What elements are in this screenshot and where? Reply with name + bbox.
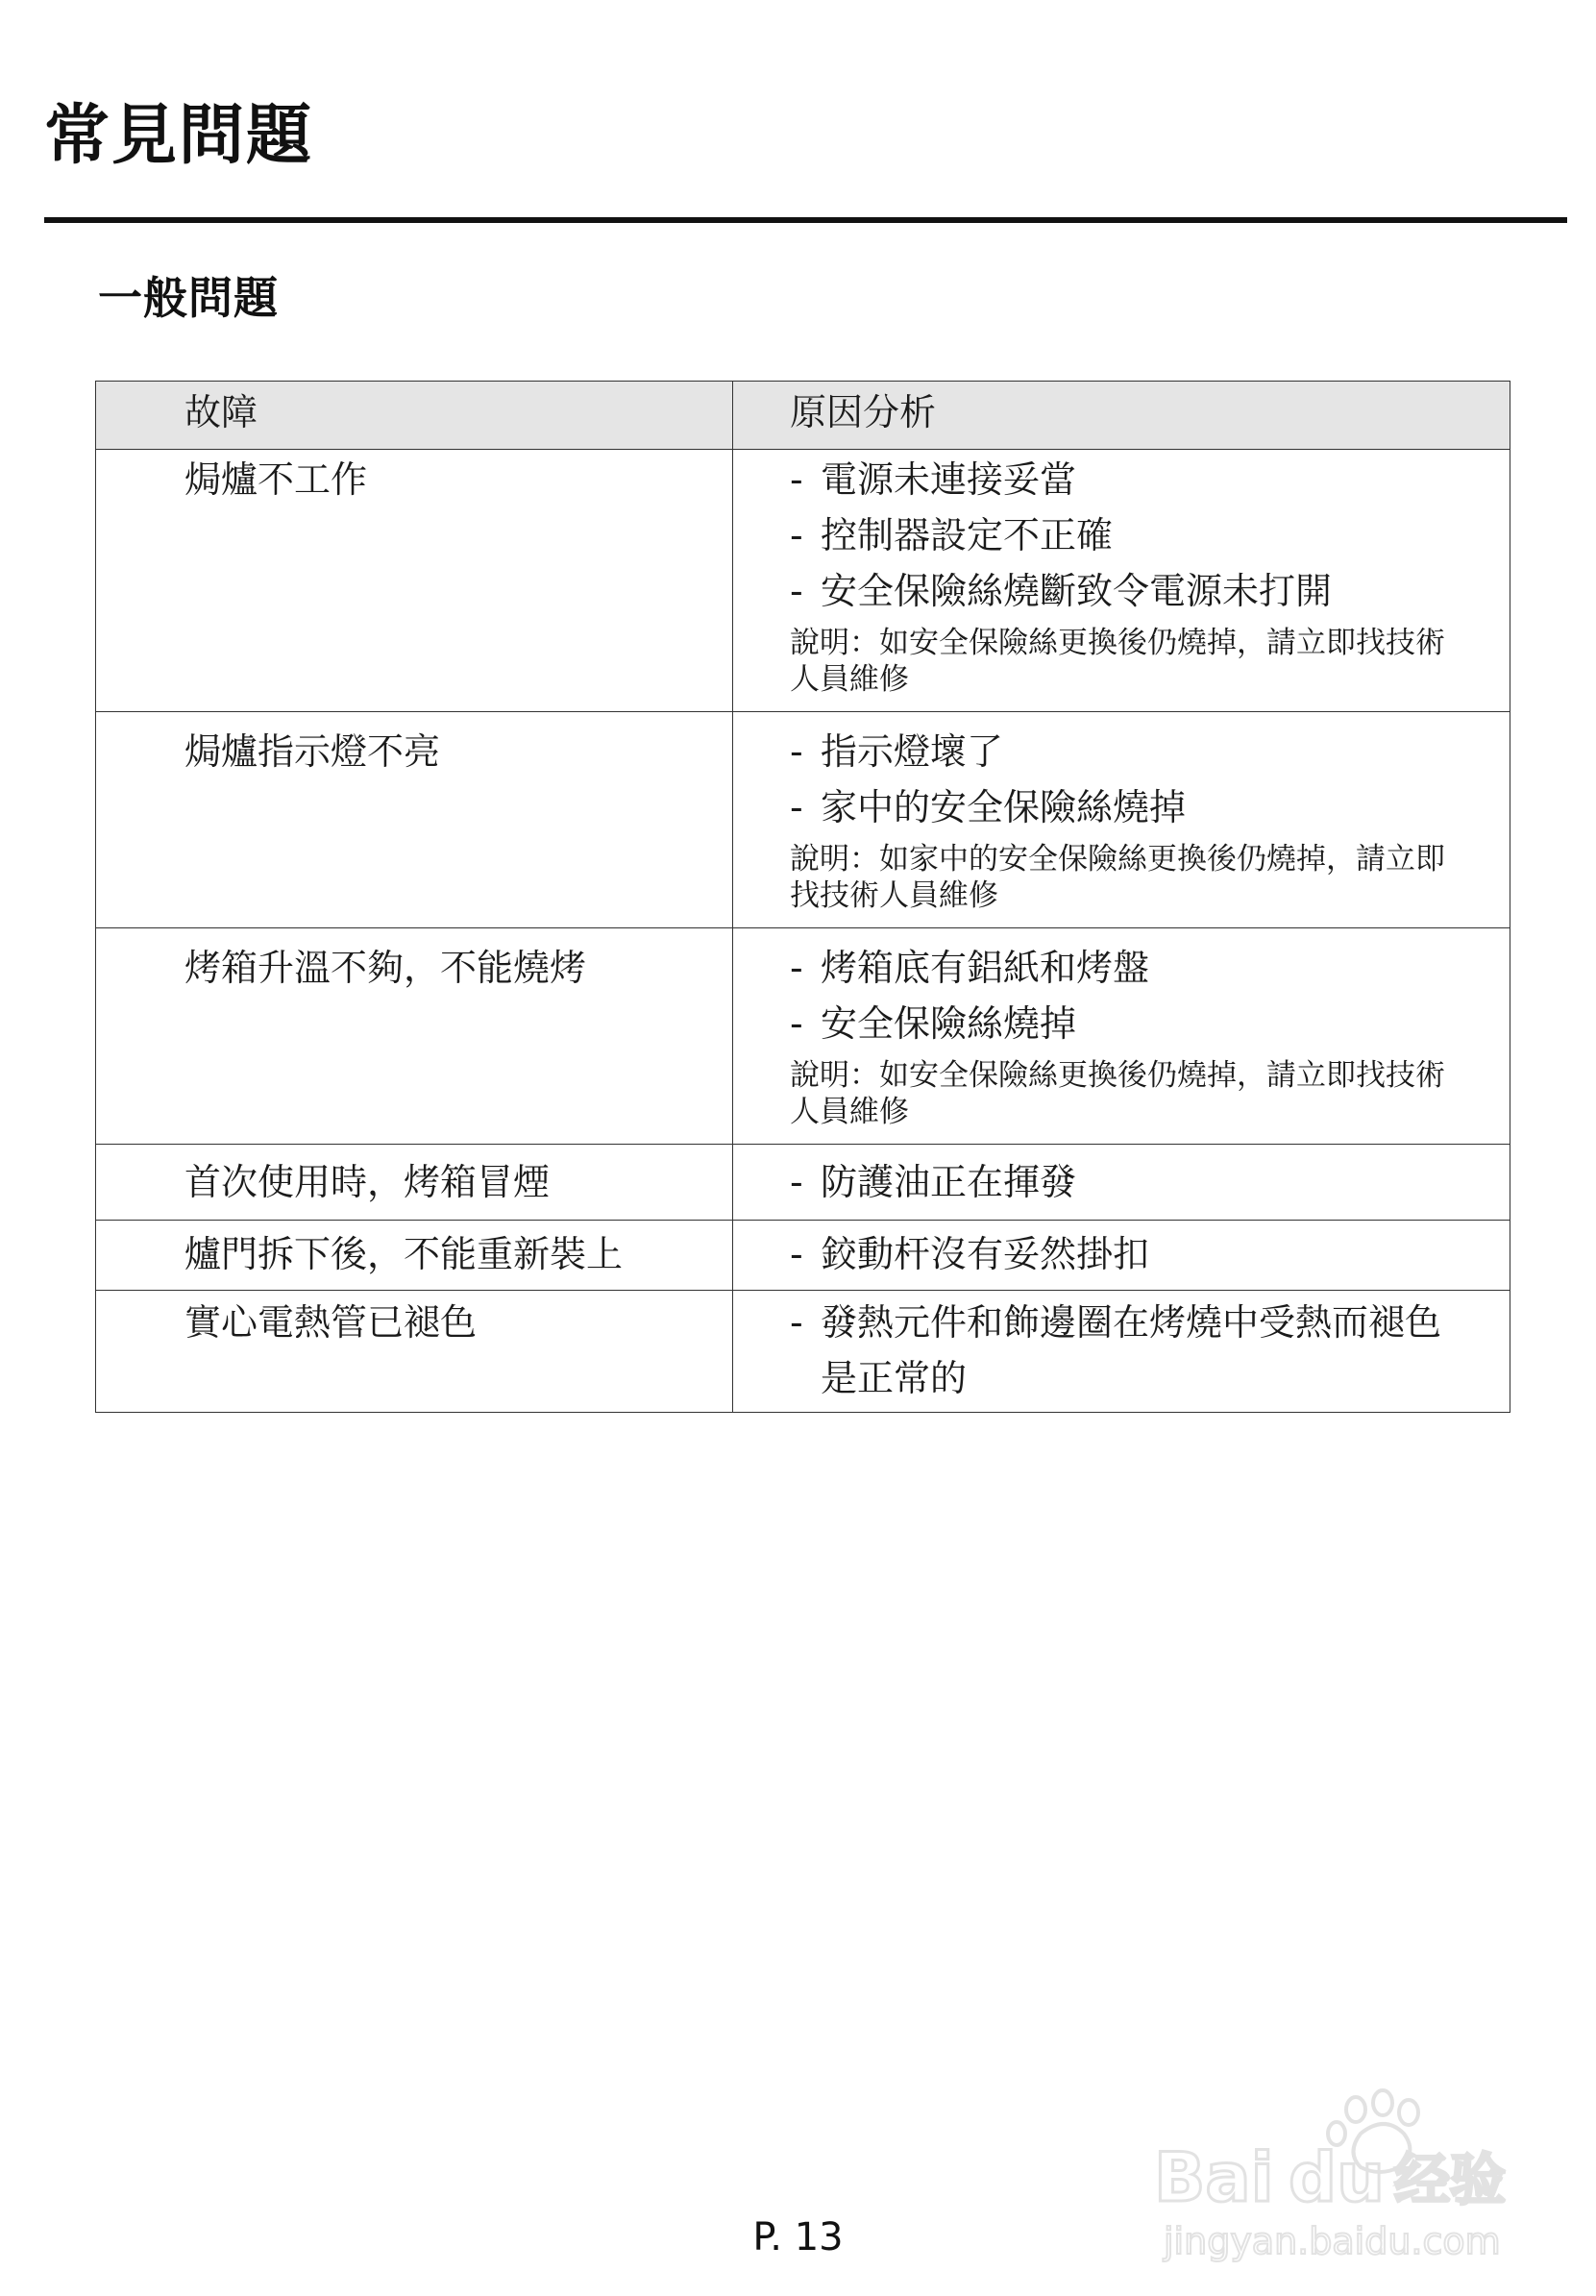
fault-cell: 焗爐不工作 <box>96 450 733 712</box>
fault-cell: 焗爐指示燈不亮 <box>96 712 733 928</box>
table-row <box>96 928 1510 1145</box>
cause-item: - 烤箱底有鋁紙和烤盤 <box>790 947 1150 989</box>
fault-cell: 烤箱升溫不夠，不能燒烤 <box>96 928 733 1145</box>
cause-item: - 安全保險絲燒掉 <box>790 1002 1077 1045</box>
table-row <box>96 712 1510 928</box>
cause-note: 說明：如安全保險絲更換後仍燒掉，請立即找技術人員維修 <box>790 1058 1445 1129</box>
table-row <box>96 450 1510 712</box>
cause-item: - 指示燈壞了 <box>790 730 1004 773</box>
cause-cell <box>733 450 1510 712</box>
header-fault: 故障 <box>96 382 733 450</box>
table-header-row <box>96 382 1510 450</box>
cause-note: 說明：如家中的安全保險絲更換後仍燒掉，請立即找技術人員維修 <box>790 842 1445 913</box>
faq-table <box>95 381 1510 1413</box>
cause-item: - 家中的安全保險絲燒掉 <box>790 786 1187 828</box>
cause-cell <box>733 712 1510 928</box>
page-title: 常見問題 <box>44 98 314 174</box>
cause-cell <box>733 1291 1510 1413</box>
cause-item: - 安全保險絲燒斷致令電源未打開 <box>790 570 1333 612</box>
cause-item: - 電源未連接妥當 <box>790 458 1077 501</box>
svg-text:经验: 经验 <box>1394 2147 1507 2212</box>
svg-text:du: du <box>1289 2138 1385 2217</box>
fault-cell: 實心電熱管已褪色 <box>96 1291 733 1413</box>
table-row <box>96 1145 1510 1221</box>
cause-cell <box>733 1221 1510 1291</box>
table-row <box>96 1291 1510 1413</box>
fault-cell: 首次使用時，烤箱冒煙 <box>96 1145 733 1221</box>
cause-item: - 鉸動杆沒有妥然掛扣 <box>790 1233 1150 1275</box>
header-cause: 原因分析 <box>733 382 1510 450</box>
cause-item: - 控制器設定不正確 <box>790 514 1114 556</box>
svg-text:Bai: Bai <box>1154 2138 1274 2217</box>
cause-note: 說明：如安全保險絲更換後仍燒掉，請立即找技術人員維修 <box>790 626 1445 697</box>
title-divider <box>44 217 1567 223</box>
cause-cell <box>733 928 1510 1145</box>
page-number: P. 13 <box>752 2215 844 2259</box>
cause-item: - 發熱元件和飾邊圈在烤燒中受熱而褪色是正常的 <box>790 1301 1442 1399</box>
cause-cell <box>733 1145 1510 1221</box>
fault-cell: 爐門拆下後，不能重新裝上 <box>96 1221 733 1291</box>
svg-text:jingyan.baidu.com: jingyan.baidu.com <box>1164 2220 1501 2262</box>
table-row <box>96 1221 1510 1291</box>
section-title: 一般問題 <box>98 272 279 324</box>
cause-item: - 防護油正在揮發 <box>790 1161 1077 1203</box>
